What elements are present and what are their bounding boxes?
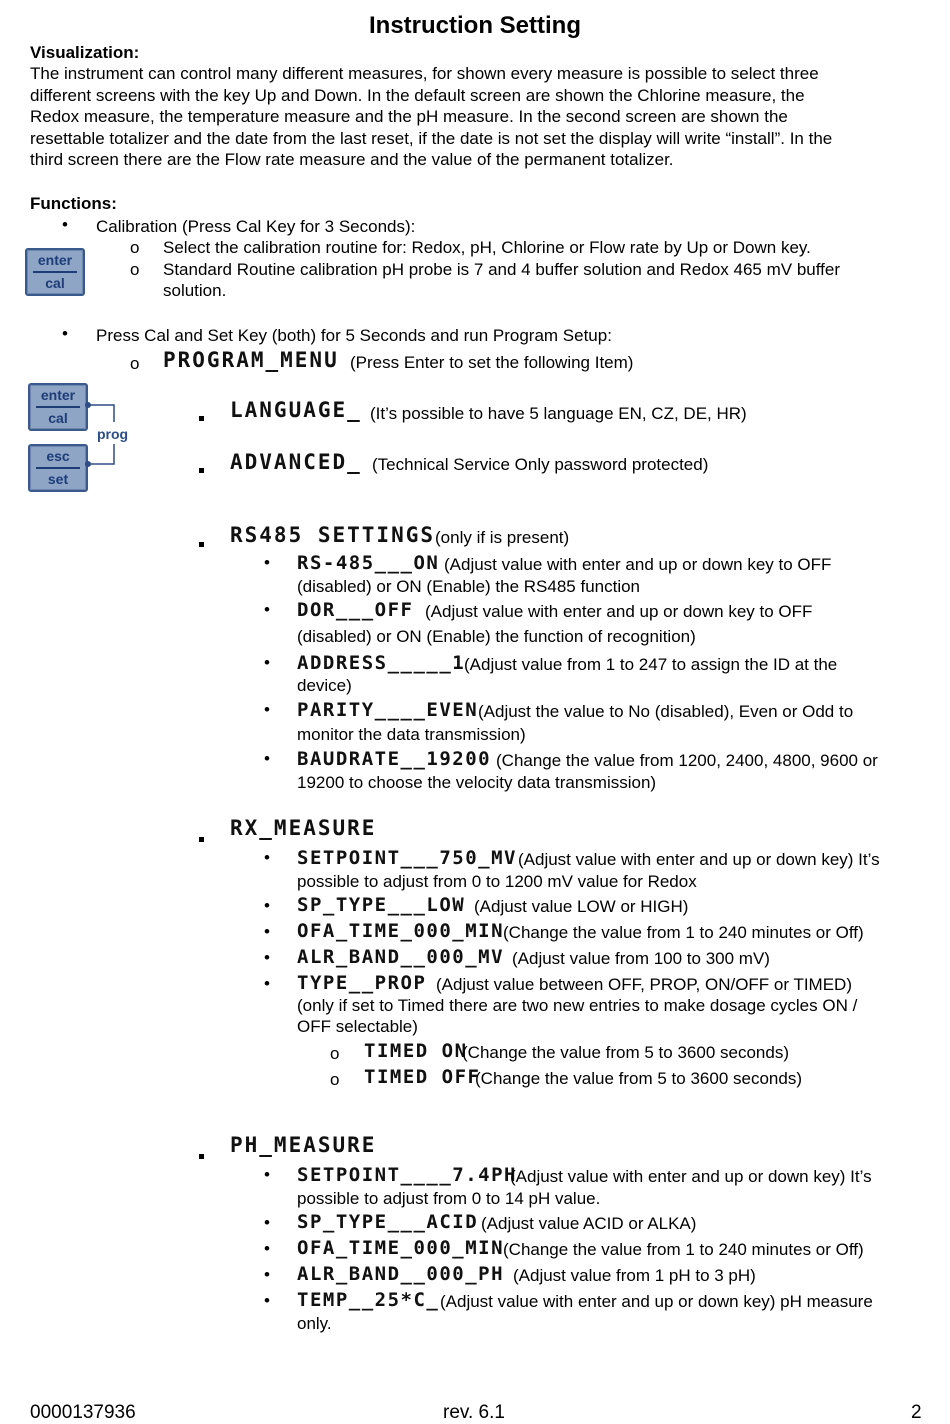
press-cal-set-text: Press Cal and Set Key (both) for 5 Seconds and run Program Setup:: [96, 326, 612, 345]
document-code: 0000137936: [30, 1402, 136, 1423]
page-title: Instruction Setting: [369, 12, 581, 39]
calibration-text: Calibration (Press Cal Key for 3 Seconds):: [96, 217, 416, 236]
temp-desc-2: only.: [297, 1314, 332, 1333]
prog-label: prog: [97, 426, 129, 442]
sub-bullet: o: [130, 260, 140, 279]
lcd-advanced: ADVANCED_: [230, 450, 362, 474]
bullet-dot: •: [264, 974, 270, 993]
dor-desc-2: (disabled) or ON (Enable) the function of recognition): [297, 627, 696, 646]
bullet-dot: •: [264, 1213, 270, 1232]
lcd-parity: PARITY____EVEN: [297, 699, 479, 721]
bullet-dot: •: [264, 749, 270, 768]
dor-desc: (Adjust value with enter and up or down key to OFF: [425, 602, 813, 621]
esc-set-key: [28, 444, 88, 492]
enter-cal-key: [28, 383, 88, 431]
rx-alr-desc: (Adjust value from 100 to 300 mV): [512, 949, 770, 968]
page-number: 2: [911, 1402, 922, 1423]
calibration-sub-2-cont: solution.: [163, 281, 227, 300]
sub-bullet: o: [330, 1044, 340, 1063]
program-menu-desc: (Press Enter to set the following Item): [350, 353, 634, 372]
rx-sptype-desc: (Adjust value LOW or HIGH): [474, 897, 689, 916]
functions-heading: Functions:: [30, 194, 117, 213]
bullet-dot: •: [62, 215, 68, 234]
bullet-dot: •: [264, 553, 270, 572]
lcd-rs485-on: RS-485___ON: [297, 552, 440, 574]
sub-bullet: o: [130, 354, 140, 373]
square-bullet: [199, 1146, 204, 1164]
lcd-ph-ofa-time: OFA_TIME_000_MIN: [297, 1237, 505, 1259]
square-bullet: [199, 408, 204, 426]
rs485-on-desc-2: (disabled) or ON (Enable) the RS485 function: [297, 577, 641, 596]
lcd-timed-off: TIMED OFF: [364, 1066, 481, 1088]
enter-cal-key: [25, 248, 85, 296]
lcd-ph-measure: PH_MEASURE: [230, 1133, 377, 1157]
square-bullet: [199, 534, 204, 552]
lcd-rs485-settings: RS485 SETTINGS: [230, 523, 436, 547]
lcd-temp: TEMP__25*C_: [297, 1289, 440, 1311]
lcd-dor: DOR___OFF: [297, 599, 414, 621]
rx-type-desc: (Adjust value between OFF, PROP, ON/OFF or TIMED): [436, 975, 852, 994]
bullet-dot: •: [264, 600, 270, 619]
rx-type-desc-2: (only if set to Timed there are two new entries to make dosage cycles ON /: [297, 996, 858, 1015]
language-desc: (It’s possible to have 5 language EN, CZ, DE, HR): [370, 404, 747, 423]
lcd-language: LANGUAGE_: [230, 398, 362, 422]
advanced-desc: (Technical Service Only password protected): [372, 455, 709, 474]
rs485-on-desc: (Adjust value with enter and up or down key to OFF: [444, 555, 832, 574]
lcd-ph-setpoint: SETPOINT____7.4PH: [297, 1164, 517, 1186]
parity-desc: (Adjust the value to No (disabled), Even or Odd to: [478, 702, 854, 721]
enter-key-label: enter: [36, 385, 80, 408]
lcd-address: ADDRESS_____1: [297, 652, 466, 674]
lcd-rx-measure: RX_MEASURE: [230, 816, 377, 840]
rs485-desc: (only if is present): [435, 528, 570, 547]
cal-key-label: cal: [45, 275, 65, 291]
ph-alr-desc: (Adjust value from 1 pH to 3 pH): [513, 1266, 756, 1285]
bullet-dot: •: [264, 922, 270, 941]
ph-sptype-desc: (Adjust value ACID or ALKA): [481, 1214, 697, 1233]
rx-type-desc-3: OFF selectable): [297, 1017, 418, 1036]
bullet-dot: •: [62, 324, 68, 343]
lcd-ph-alr-band: ALR_BAND__000_PH: [297, 1263, 505, 1285]
bullet-dot: •: [264, 1165, 270, 1184]
cal-key-label: cal: [48, 410, 68, 426]
bullet-dot: •: [264, 848, 270, 867]
visualization-heading: Visualization:: [30, 43, 140, 62]
rx-setpoint-desc-2: possible to adjust from 0 to 1200 mV value for Redox: [297, 872, 697, 891]
revision: rev. 6.1: [443, 1402, 505, 1423]
baudrate-desc: (Change the value from 1200, 2400, 4800, 9600 or: [496, 751, 878, 770]
lcd-rx-sptype: SP_TYPE___LOW: [297, 894, 466, 916]
sub-bullet: o: [330, 1070, 340, 1089]
bullet-dot: •: [264, 700, 270, 719]
address-desc: (Adjust value from 1 to 247 to assign the ID at the: [464, 655, 838, 674]
timed-on-desc: (Change the value from 5 to 3600 seconds): [462, 1043, 789, 1062]
bullet-dot: •: [264, 1291, 270, 1310]
set-key-label: set: [47, 471, 69, 487]
calibration-sub-1: Select the calibration routine for: Redox, pH, Chlorine or Flow rate by Up or Down key.: [163, 238, 811, 257]
bullet-dot: •: [264, 653, 270, 672]
ph-setpoint-desc-2: possible to adjust from 0 to 14 pH value.: [297, 1189, 601, 1208]
lcd-rx-ofa-time: OFA_TIME_000_MIN: [297, 920, 505, 942]
temp-desc: (Adjust value with enter and up or down key) pH measure: [440, 1292, 873, 1311]
timed-off-desc: (Change the value from 5 to 3600 seconds): [475, 1069, 802, 1088]
rx-ofa-desc: (Change the value from 1 to 240 minutes or Off): [503, 923, 864, 942]
lcd-rx-alr-band: ALR_BAND__000_MV: [297, 946, 505, 968]
visualization-line: The instrument can control many different measures, for shown every measure is possible to select three: [30, 64, 819, 83]
visualization-line: different screens with the key Up and Down. In the default screen are shown the Chlorine measure, the: [30, 86, 805, 105]
square-bullet: [199, 829, 204, 847]
square-bullet: [199, 460, 204, 478]
parity-desc-2: monitor the data transmission): [297, 725, 526, 744]
bullet-dot: •: [264, 948, 270, 967]
ph-setpoint-desc: (Adjust value with enter and up or down key) It’s: [510, 1167, 872, 1186]
lcd-timed-on: TIMED ON: [364, 1040, 468, 1062]
visualization-line: third screen there are the Flow rate measure and the value of the permanent totalizer.: [30, 150, 674, 169]
visualization-line: Redox measure, the temperature measure and the pH measure. In the second screen are shown the: [30, 107, 788, 126]
lcd-rx-setpoint: SETPOINT___750_MV: [297, 847, 517, 869]
lcd-ph-sptype: SP_TYPE___ACID: [297, 1211, 479, 1233]
calibration-sub-2: Standard Routine calibration pH probe is 7 and 4 buffer solution and Redox 465 mV buffer: [163, 260, 840, 279]
lcd-program-menu: PROGRAM_MENU: [163, 348, 339, 372]
bullet-dot: •: [264, 896, 270, 915]
lcd-rx-type: TYPE__PROP: [297, 972, 427, 994]
sub-bullet: o: [130, 238, 140, 257]
ph-ofa-desc: (Change the value from 1 to 240 minutes or Off): [503, 1240, 864, 1259]
esc-key-label: esc: [36, 446, 80, 469]
bullet-dot: •: [264, 1265, 270, 1284]
bullet-dot: •: [264, 1239, 270, 1258]
visualization-line: resettable totalizer and the date from the last reset, if the date is not set the display will write “install”. In the: [30, 129, 833, 148]
enter-key-label: enter: [33, 250, 77, 273]
baudrate-desc-2: 19200 to choose the velocity data transmission): [297, 773, 657, 792]
lcd-baudrate: BAUDRATE__19200: [297, 748, 492, 770]
address-desc-2: device): [297, 676, 352, 695]
rx-setpoint-desc: (Adjust value with enter and up or down key) It’s: [518, 850, 880, 869]
